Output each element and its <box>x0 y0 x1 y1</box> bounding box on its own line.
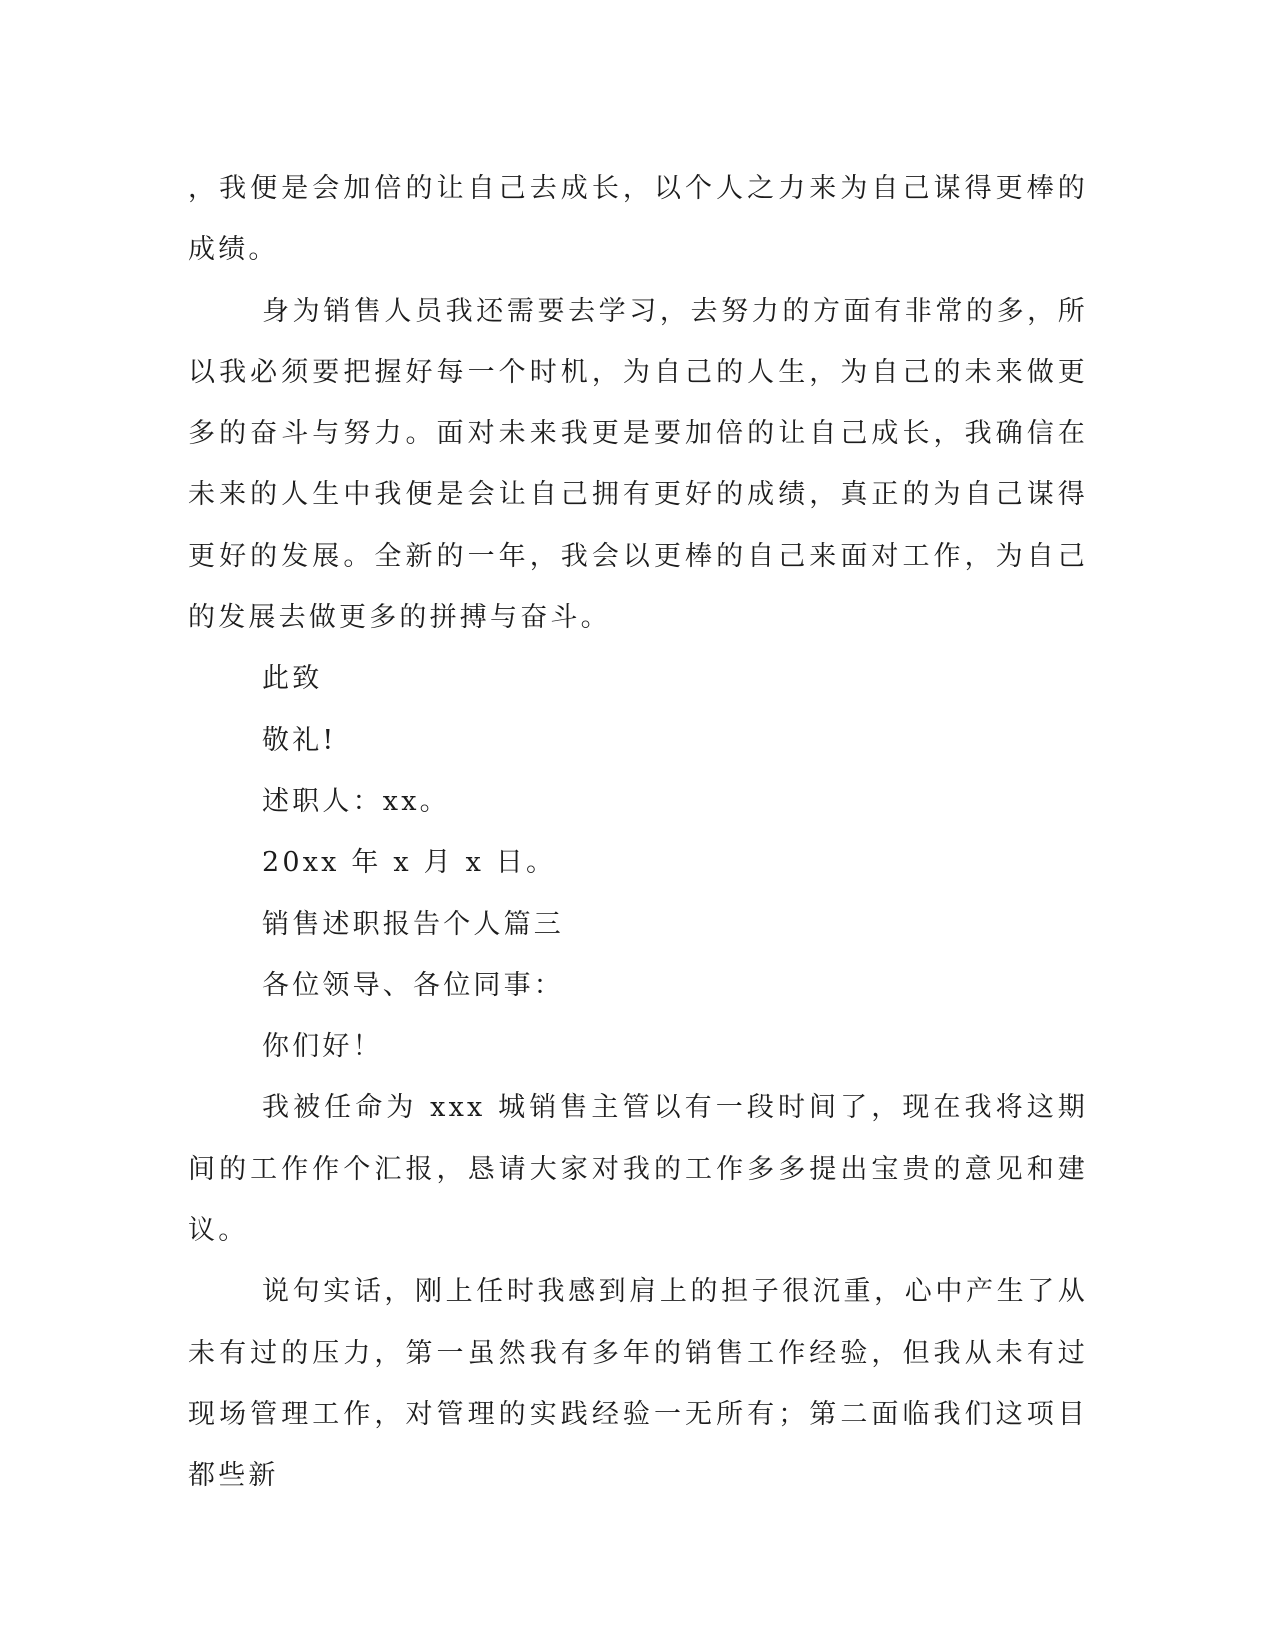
greeting-audience: 各位领导、各位同事： <box>262 969 564 1001</box>
report-date: 20xx 年 x 月 x 日。 <box>262 847 557 879</box>
paragraph-appointment: 我被任命为 xxx 城销售主管以有一段时间了，现在我将这期间的工作作个汇报，恳请大家对我的工作多多提出宝贵的意见和建议。 <box>188 1092 1088 1247</box>
paragraph-continuation: ，我便是会加倍的让自己去成长，以个人之力来为自己谋得更棒的成绩。 <box>188 173 1088 266</box>
section-title: 销售述职报告个人篇三 <box>262 908 564 940</box>
paragraph-effort: 身为销售人员我还需要去学习，去努力的方面有非常的多，所以我必须要把握好每一个时机，为自己的人生，为自己的未来做更多的奋斗与努力。面对未来我更是要加倍的让自己成长，我确信在未来的人生中我便是会让自己拥有更好的成绩，真正的为自己谋得更好的发展。全新的一年，我会以更棒的自己来面对工作，为自己的发展去做更多的拼搏与奋斗。 <box>188 295 1088 634</box>
closing-regards: 敬礼! <box>262 724 337 756</box>
reporter-name: 述职人：xx。 <box>262 785 450 817</box>
greeting-hello: 你们好！ <box>262 1031 383 1063</box>
closing-salutation: 此致 <box>262 663 323 695</box>
paragraph-pressure: 说句实话，刚上任时我感到肩上的担子很沉重，心中产生了从未有过的压力，第一虽然我有多年的销售工作经验，但我从未有过现场管理工作，对管理的实践经验一无所有；第二面临我们这项目都些新 <box>188 1276 1088 1492</box>
document-body <box>188 158 1088 1507</box>
